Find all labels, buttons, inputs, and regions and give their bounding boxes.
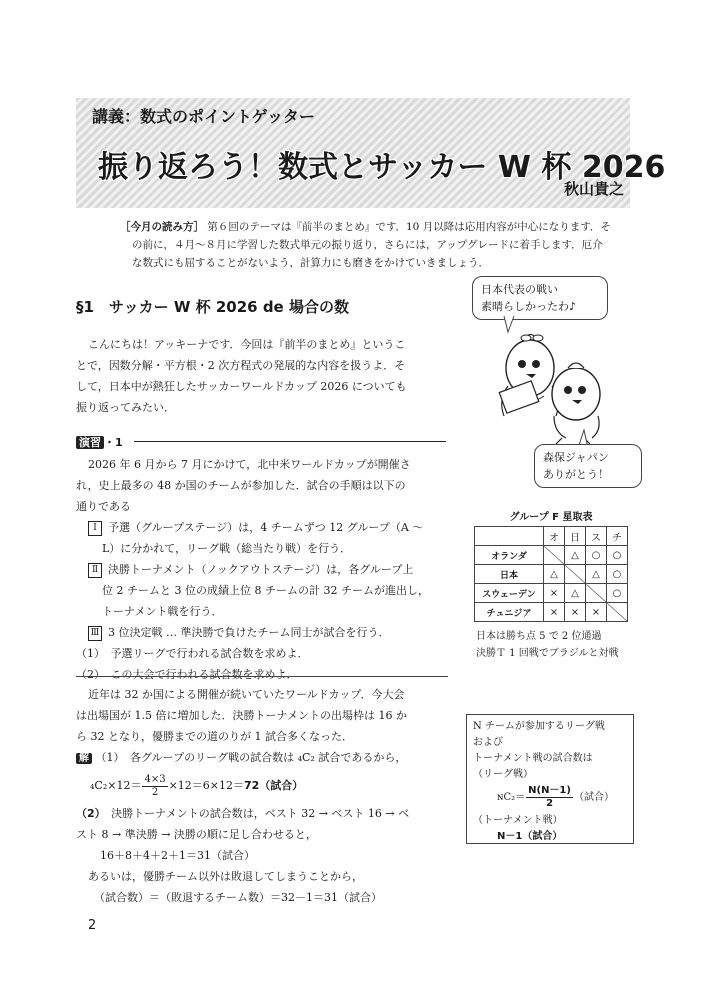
answer2-line2: スト 8 → 準決勝 → 決勝の順に足し合わせると， — [76, 828, 317, 841]
speech-bubble-top — [472, 276, 608, 320]
header-cell: オ — [544, 527, 565, 546]
item3-line1: 3 位決定戦 … 準決勝で負けたチーム同士が試合を行う． — [108, 626, 390, 639]
result-cell: ○ — [607, 584, 628, 603]
header-cell: ス — [586, 527, 607, 546]
exercise-body — [76, 454, 448, 685]
team-name: スウェーデン — [475, 584, 544, 603]
roman-3: Ⅲ — [88, 626, 102, 641]
result-cell: ○ — [586, 546, 607, 565]
reading-guide-line2: の前に，４月～８月に学習した数式単元の振り返り，さらには，アップグレードに着手します．厄介 — [132, 239, 603, 251]
section-heading: §1 サッカー W 杯 2026 de 場合の数 — [76, 298, 349, 316]
eq1-tail: ×12＝6×12＝ — [168, 779, 244, 792]
formula-league — [473, 783, 627, 813]
standings-header-row — [475, 527, 628, 546]
formula-lead: ɴC₂＝ — [497, 792, 526, 803]
book-icon — [499, 381, 538, 413]
result-cell: △ — [565, 546, 586, 565]
eq1-numerator: 4×3 — [144, 773, 166, 785]
result-cell: △ — [544, 565, 565, 584]
team-name: 日本 — [475, 565, 544, 584]
intro-line3: して，日本中が熱狂したサッカーワールドカップ 2026 についても — [76, 380, 407, 393]
intro-line4: 振り返ってみたい． — [76, 401, 175, 414]
corner-cell — [475, 527, 544, 546]
formula-line3: トーナメント戦の試合数は — [473, 753, 593, 764]
solution-body — [76, 684, 448, 908]
reading-guide-line3: な数式にも屈することがないよう，計算力にも磨きをかけていきましょう． — [132, 257, 489, 269]
result-cell: × — [565, 603, 586, 622]
reading-guide — [120, 218, 632, 272]
standings-table — [474, 526, 628, 622]
item1-line1: 予選（グループステージ）は，4 チームずつ 12 グループ（A ～ — [108, 521, 424, 534]
bubble1-line1: 日本代表の戦い — [481, 283, 558, 296]
bubble1-line2: 素晴らしかったわ♪ — [481, 300, 577, 313]
reading-guide-tag: ［今月の読み方］ — [120, 221, 204, 233]
divider — [76, 676, 448, 677]
question-2: （2） この大会で行われる試合数を求めよ． — [76, 668, 298, 681]
answer1-line: （1） 各グループのリーグ戦の試合数は ₄C₂ 試合であるから， — [95, 751, 407, 764]
standings-note — [476, 628, 618, 662]
exercise-badge: 演習 — [76, 436, 104, 449]
answer2-line5: （試合数）＝（敗退するチーム数）＝32－1＝31（試合） — [94, 891, 382, 904]
formula-box — [466, 714, 634, 844]
header-cell: 日 — [565, 527, 586, 546]
bubble2-line2: ありがとう！ — [543, 468, 609, 481]
exercise-number: ・1 — [104, 436, 123, 449]
diagonal-cell — [565, 565, 586, 584]
item2-line2: 位 2 チームと 3 位の成績上位 8 チームの計 32 チームが進出し， — [102, 584, 429, 597]
intro-line2: とで，因数分解・平方根・2 次方程式の発展的な内容を扱うよ．そ — [76, 359, 406, 372]
eq1-answer: 72（試合） — [244, 779, 304, 792]
speech-bubble-bottom — [534, 444, 642, 488]
formula-line6: N－1（試合） — [497, 831, 563, 842]
eq1-fraction — [142, 774, 167, 799]
answer2-label: （2） — [76, 807, 101, 820]
solution-badge: 解 — [76, 753, 92, 764]
exercise-line1: 2026 年 6 月から 7 月にかけて，北中米ワールドカップが開催さ — [88, 458, 411, 471]
standings-note-line2: 決勝Ｔ 1 回戦でブラジルと対戦 — [476, 648, 619, 659]
formula-numerator: N(N－1) — [528, 785, 571, 796]
formula-line5: （トーナメント戦） — [473, 815, 563, 826]
answer2-line4: あるいは，優勝チーム以外は敗退してしまうことから， — [88, 870, 363, 883]
team-name: チュニジア — [475, 603, 544, 622]
eq1-denominator: 2 — [151, 786, 159, 798]
team-name: オランダ — [475, 546, 544, 565]
answer2-line3: 16＋8＋4＋2＋1＝31（試合） — [100, 849, 255, 862]
exercise-label — [76, 434, 123, 450]
intro-line1: こんにちは！アッキーナです．今回は『前半のまとめ』というこ — [88, 338, 406, 351]
result-cell: △ — [565, 584, 586, 603]
author-name: 秋山貴之 — [563, 180, 624, 198]
exercise-line2: れ，史上最多の 48 か国のチームが参加した．試合の手順は以下の — [76, 479, 406, 492]
roman-1: Ⅰ — [88, 521, 102, 536]
formula-line4: （リーグ戦） — [473, 769, 533, 780]
table-row — [475, 565, 628, 584]
series-label: 講義：数式のポイントゲッター — [92, 107, 316, 126]
header-cell: チ — [607, 527, 628, 546]
roman-2: Ⅱ — [88, 563, 102, 578]
question-1: （1） 予選リーグで行われる試合数を求めよ． — [76, 647, 309, 660]
result-cell: ○ — [607, 565, 628, 584]
diagonal-cell — [607, 603, 628, 622]
exercise-line3: 通りである — [76, 500, 131, 513]
solution-line3: ら 32 となり，優勝までの道のりが 1 試合多くなった． — [76, 730, 353, 743]
page-title: 振り返ろう！数式とサッカー W 杯 2026 — [98, 150, 666, 185]
formula-fraction — [526, 785, 573, 810]
result-cell: × — [544, 603, 565, 622]
table-row — [475, 546, 628, 565]
result-cell: △ — [586, 565, 607, 584]
result-cell: × — [544, 584, 565, 603]
result-cell: ○ — [607, 546, 628, 565]
formula-line2: および — [473, 737, 503, 748]
diagonal-cell — [586, 584, 607, 603]
intro-paragraph — [76, 334, 448, 418]
equation-1 — [76, 769, 448, 803]
standings-title: グループ F 星取表 — [509, 512, 593, 523]
formula-tail: （試合） — [573, 792, 614, 803]
result-cell: × — [586, 603, 607, 622]
formula-denominator: 2 — [546, 798, 554, 809]
table-row — [475, 603, 628, 622]
chick-mascots-illustration — [488, 326, 618, 446]
standings-note-line1: 日本は勝ち点 5 で 2 位通過 — [476, 631, 602, 642]
solution-line1: 近年は 32 か国による開催が続いていたワールドカップ．今大会 — [88, 688, 405, 701]
reading-guide-line1: 第６回のテーマは『前半のまとめ』です．10 月以降は応用内容が中心になります．そ — [207, 221, 611, 233]
exercise-rule — [134, 441, 446, 442]
answer2-line1: 決勝トーナメントの試合数は，ベスト 32 → ベスト 16 → ベ — [111, 807, 410, 820]
table-row — [475, 584, 628, 603]
solution-line2: は出場国が 1.5 倍に増加した．決勝トーナメントの出場枠は 16 か — [76, 709, 408, 722]
eq1-lead: ₄C₂×12＝ — [90, 779, 142, 792]
item1-line2: L）に分かれて，リーグ戦（総当たり戦）を行う． — [102, 542, 352, 555]
item2-line3: トーナメント戦を行う． — [102, 605, 223, 618]
formula-line1: N チームが参加するリーグ戦 — [473, 721, 605, 732]
page-number: 2 — [88, 918, 97, 933]
bubble2-line1: 森保ジャパン — [543, 451, 609, 464]
diagonal-cell — [544, 546, 565, 565]
item2-line1: 決勝トーナメント（ノックアウトステージ）は，各グループ上 — [108, 563, 414, 576]
